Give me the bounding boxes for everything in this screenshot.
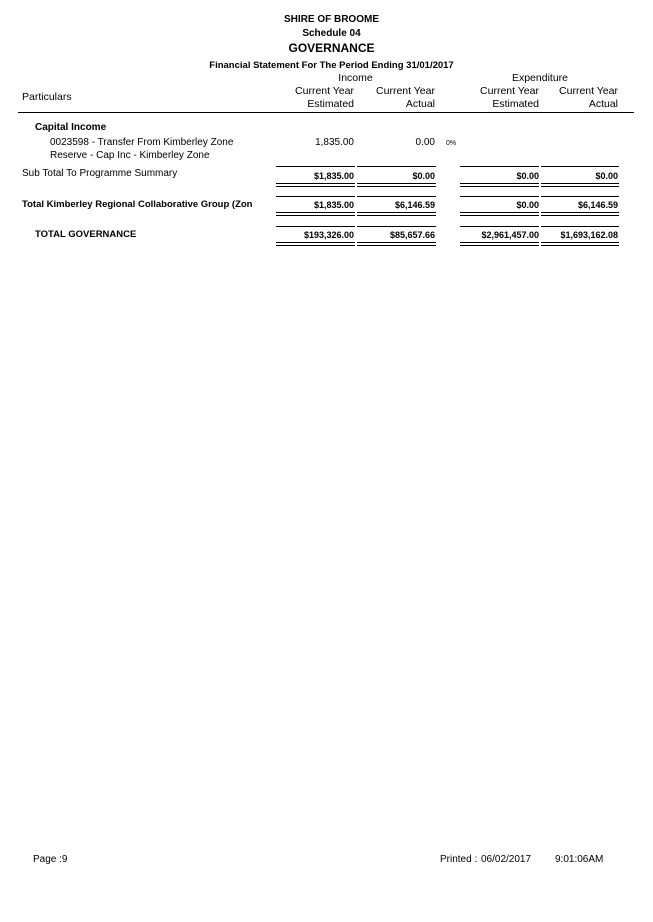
page-number: Page :9: [33, 854, 68, 865]
income-group-header: Income: [338, 72, 373, 84]
expenditure-estimated-header-line1: Current Year: [480, 85, 539, 97]
income-actual-header-line1: Current Year: [376, 85, 435, 97]
total-kimberley-income-actual: $6,146.59: [394, 200, 435, 210]
expenditure-estimated-header-line2: Estimated: [492, 98, 539, 110]
program-title: GOVERNANCE: [288, 41, 375, 55]
subtotal-double-rule-exp-est: [460, 183, 539, 187]
expenditure-group-header: Expenditure: [511, 72, 569, 84]
kimberley-double-rule-exp-est: [460, 212, 539, 216]
total-governance-income-actual: $85,657.66: [389, 230, 435, 240]
kimberley-rule-exp-est: [460, 196, 539, 197]
organization-name: SHIRE OF BROOME: [283, 14, 379, 25]
subtotal-rule-income-est: [276, 166, 355, 167]
expenditure-actual-header-line2: Actual: [588, 98, 618, 110]
subtotal-label: Sub Total To Programme Summary: [22, 168, 178, 179]
subtotal-rule-exp-est: [460, 166, 539, 167]
total-governance-expenditure-actual: $1,693,162.08: [560, 230, 618, 240]
header-divider: [18, 112, 634, 113]
kimberley-double-rule-income-est: [276, 212, 355, 216]
item-description-line1: 0023598 - Transfer From Kimberley Zone: [50, 137, 234, 148]
governance-double-rule-income-est: [276, 242, 355, 246]
kimberley-double-rule-exp-act: [541, 212, 619, 216]
schedule-number: Schedule 04: [302, 28, 361, 39]
subtotal-double-rule-income-est: [276, 183, 355, 187]
governance-rule-income-est: [276, 226, 355, 227]
total-governance-label: TOTAL GOVERNANCE: [35, 229, 137, 240]
subtotal-income-actual: $0.00: [412, 171, 435, 181]
subtotal-rule-income-act: [357, 166, 436, 167]
total-governance-expenditure-estimated: $2,961,457.00: [481, 230, 539, 240]
subtotal-income-estimated: $1,835.00: [313, 171, 354, 181]
section-heading: Capital Income: [35, 122, 107, 133]
income-estimated-header-line2: Estimated: [307, 98, 354, 110]
item-percent: 0%: [446, 140, 457, 147]
expenditure-actual-header-line1: Current Year: [559, 85, 618, 97]
item-income-actual: 0.00: [415, 137, 435, 148]
total-kimberley-expenditure-estimated: $0.00: [516, 200, 539, 210]
kimberley-double-rule-income-act: [357, 212, 436, 216]
printed-date: 06/02/2017: [481, 854, 532, 865]
governance-double-rule-exp-act: [541, 242, 619, 246]
governance-rule-exp-est: [460, 226, 539, 227]
total-kimberley-label: Total Kimberley Regional Collaborative Group (Zon: [22, 199, 253, 210]
total-governance-income-estimated: $193,326.00: [303, 230, 354, 240]
total-kimberley-income-estimated: $1,835.00: [313, 200, 354, 210]
kimberley-rule-exp-act: [541, 196, 619, 197]
income-estimated-header-line1: Current Year: [295, 85, 354, 97]
income-actual-header-line2: Actual: [405, 98, 435, 110]
governance-rule-exp-act: [541, 226, 619, 227]
subtotal-double-rule-exp-act: [541, 183, 619, 187]
total-kimberley-expenditure-actual: $6,146.59: [577, 200, 618, 210]
subtotal-rule-exp-act: [541, 166, 619, 167]
item-income-estimated: 1,835.00: [315, 137, 354, 148]
statement-title: Financial Statement For The Period Ending 31/01/2017: [209, 60, 454, 71]
kimberley-rule-income-est: [276, 196, 355, 197]
governance-double-rule-exp-est: [460, 242, 539, 246]
item-description-line2: Reserve - Cap Inc - Kimberley Zone: [50, 150, 210, 161]
subtotal-expenditure-actual: $0.00: [595, 171, 618, 181]
printed-label: Printed :: [440, 854, 478, 865]
governance-double-rule-income-act: [357, 242, 436, 246]
subtotal-expenditure-estimated: $0.00: [516, 171, 539, 181]
governance-rule-income-act: [357, 226, 436, 227]
subtotal-double-rule-income-act: [357, 183, 436, 187]
particulars-header: Particulars: [22, 91, 72, 103]
printed-time: 9:01:06AM: [555, 854, 604, 865]
kimberley-rule-income-act: [357, 196, 436, 197]
